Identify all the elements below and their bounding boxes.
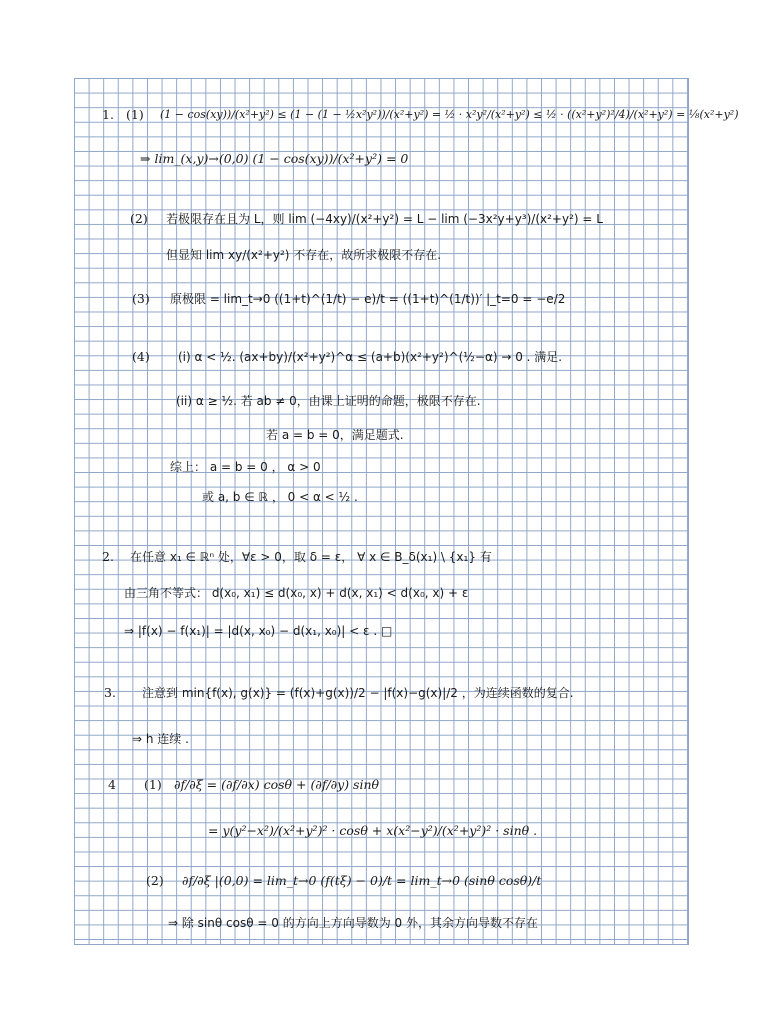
subpart-label: (2) <box>130 211 148 226</box>
text-line: 在任意 x₁ ∈ ℝⁿ 处，∀ε > 0，取 δ = ε， ∀ x ∈ B_δ(x₁) \ {x₁} 有 <box>130 550 492 564</box>
text-line: 由三角不等式： d(x₀, x₁) ≤ d(x₀, x) + d(x, x₁) < d(x₀, x) + ε <box>124 586 469 600</box>
math-expression: (i) α < ½. (ax+by)/(x²+y²)^α ≤ (a+b)(x²+y²)^(½−α) → 0 . 满足. <box>178 350 563 364</box>
subpart-label: (2) <box>146 873 164 888</box>
line-q3b <box>74 728 688 750</box>
math-expression: ⇒ lim_(x,y)→(0,0) (1 − cos(xy))/(x²+y²) = 0 <box>140 151 409 166</box>
subpart-label: (1) <box>126 107 144 122</box>
line-q4-1b <box>74 820 688 842</box>
subpart-label: (1) <box>144 777 162 792</box>
line-q1-1b <box>74 148 688 170</box>
text-line: (ii) α ≥ ½. 若 ab ≠ 0，由课上证明的命题，极限不存在. <box>176 394 481 408</box>
problem-number: 4 <box>108 777 116 792</box>
line-q3 <box>74 682 688 704</box>
math-expression: = y(y²−x²)/(x²+y²)² · cosθ + x(x²−y²)/(x²+y²)² · sinθ . <box>208 823 538 838</box>
line-q1-sum2 <box>74 486 688 508</box>
line-q1-1 <box>74 104 739 126</box>
subpart-label: (3) <box>132 291 150 306</box>
line-q1-3 <box>74 288 688 310</box>
text-line: 综上： a = b = 0 ， α > 0 <box>170 460 321 474</box>
line-q4-2b <box>74 912 688 934</box>
line-q1-sum <box>74 456 688 478</box>
text-line: 或 a, b ∈ ℝ ， 0 < α < ½ . <box>202 490 358 504</box>
subpart-label: (4) <box>132 349 150 364</box>
math-expression: ⇒ |f(x) − f(x₁)| = |d(x, x₀) − d(x₁, x₀)| < ε . □ <box>124 624 393 638</box>
line-q1-2b <box>74 244 688 266</box>
line-q1-4ii <box>74 390 688 412</box>
line-q2 <box>74 546 688 568</box>
text-line: 但显知 lim xy/(x²+y²) 不存在，故所求极限不存在. <box>166 248 442 262</box>
line-q4-1 <box>74 774 688 796</box>
problem-number: 1. <box>102 107 114 122</box>
grid-paper-page <box>74 78 739 945</box>
line-q1-4 <box>74 346 688 368</box>
problem-number: 3. <box>104 685 116 700</box>
text-line: ⇒ 除 sinθ cosθ = 0 的方向上方向导数为 0 外，其余方向导数不存在 <box>168 916 538 930</box>
line-q2b <box>74 582 688 604</box>
problem-number: 2. <box>102 549 114 564</box>
text-line: 若 a = b = 0，满足题式. <box>266 428 404 442</box>
math-expression: (1 − cos(xy))/(x²+y²) ≤ (1 − (1 − ½x²y²))/(x²+y²) = ½ · x²y²/(x²+y²) ≤ ½ · ((x²+y²)²/4)/(x²+y²) = ⅛(x²+y²) <box>160 108 739 121</box>
math-expression: 若极限存在且为 L，则 lim (−4xy)/(x²+y²) = L − lim (−3x²y+y³)/(x²+y²) = L <box>166 212 603 226</box>
math-expression: ∂f/∂ξ = (∂f/∂x) cosθ + (∂f/∂y) sinθ <box>174 777 380 792</box>
line-q2c <box>74 620 688 642</box>
line-q4-2 <box>74 870 688 892</box>
text-line: ⇒ h 连续 . <box>132 732 189 746</box>
line-q1-4iib <box>74 424 688 446</box>
line-q1-2 <box>74 208 688 230</box>
math-expression: 原极限 = lim_t→0 ((1+t)^(1/t) − e)/t = ((1+t)^(1/t))′ |_t=0 = −e/2 <box>170 292 566 306</box>
text-line: 注意到 min{f(x), g(x)} = (f(x)+g(x))/2 − |f(x)−g(x)|/2 ，为连续函数的复合. <box>142 686 574 700</box>
math-expression: ∂f/∂ξ |(0,0) = lim_t→0 (f(tξ) − 0)/t = lim_t→0 (sinθ cosθ)/t <box>182 873 542 888</box>
